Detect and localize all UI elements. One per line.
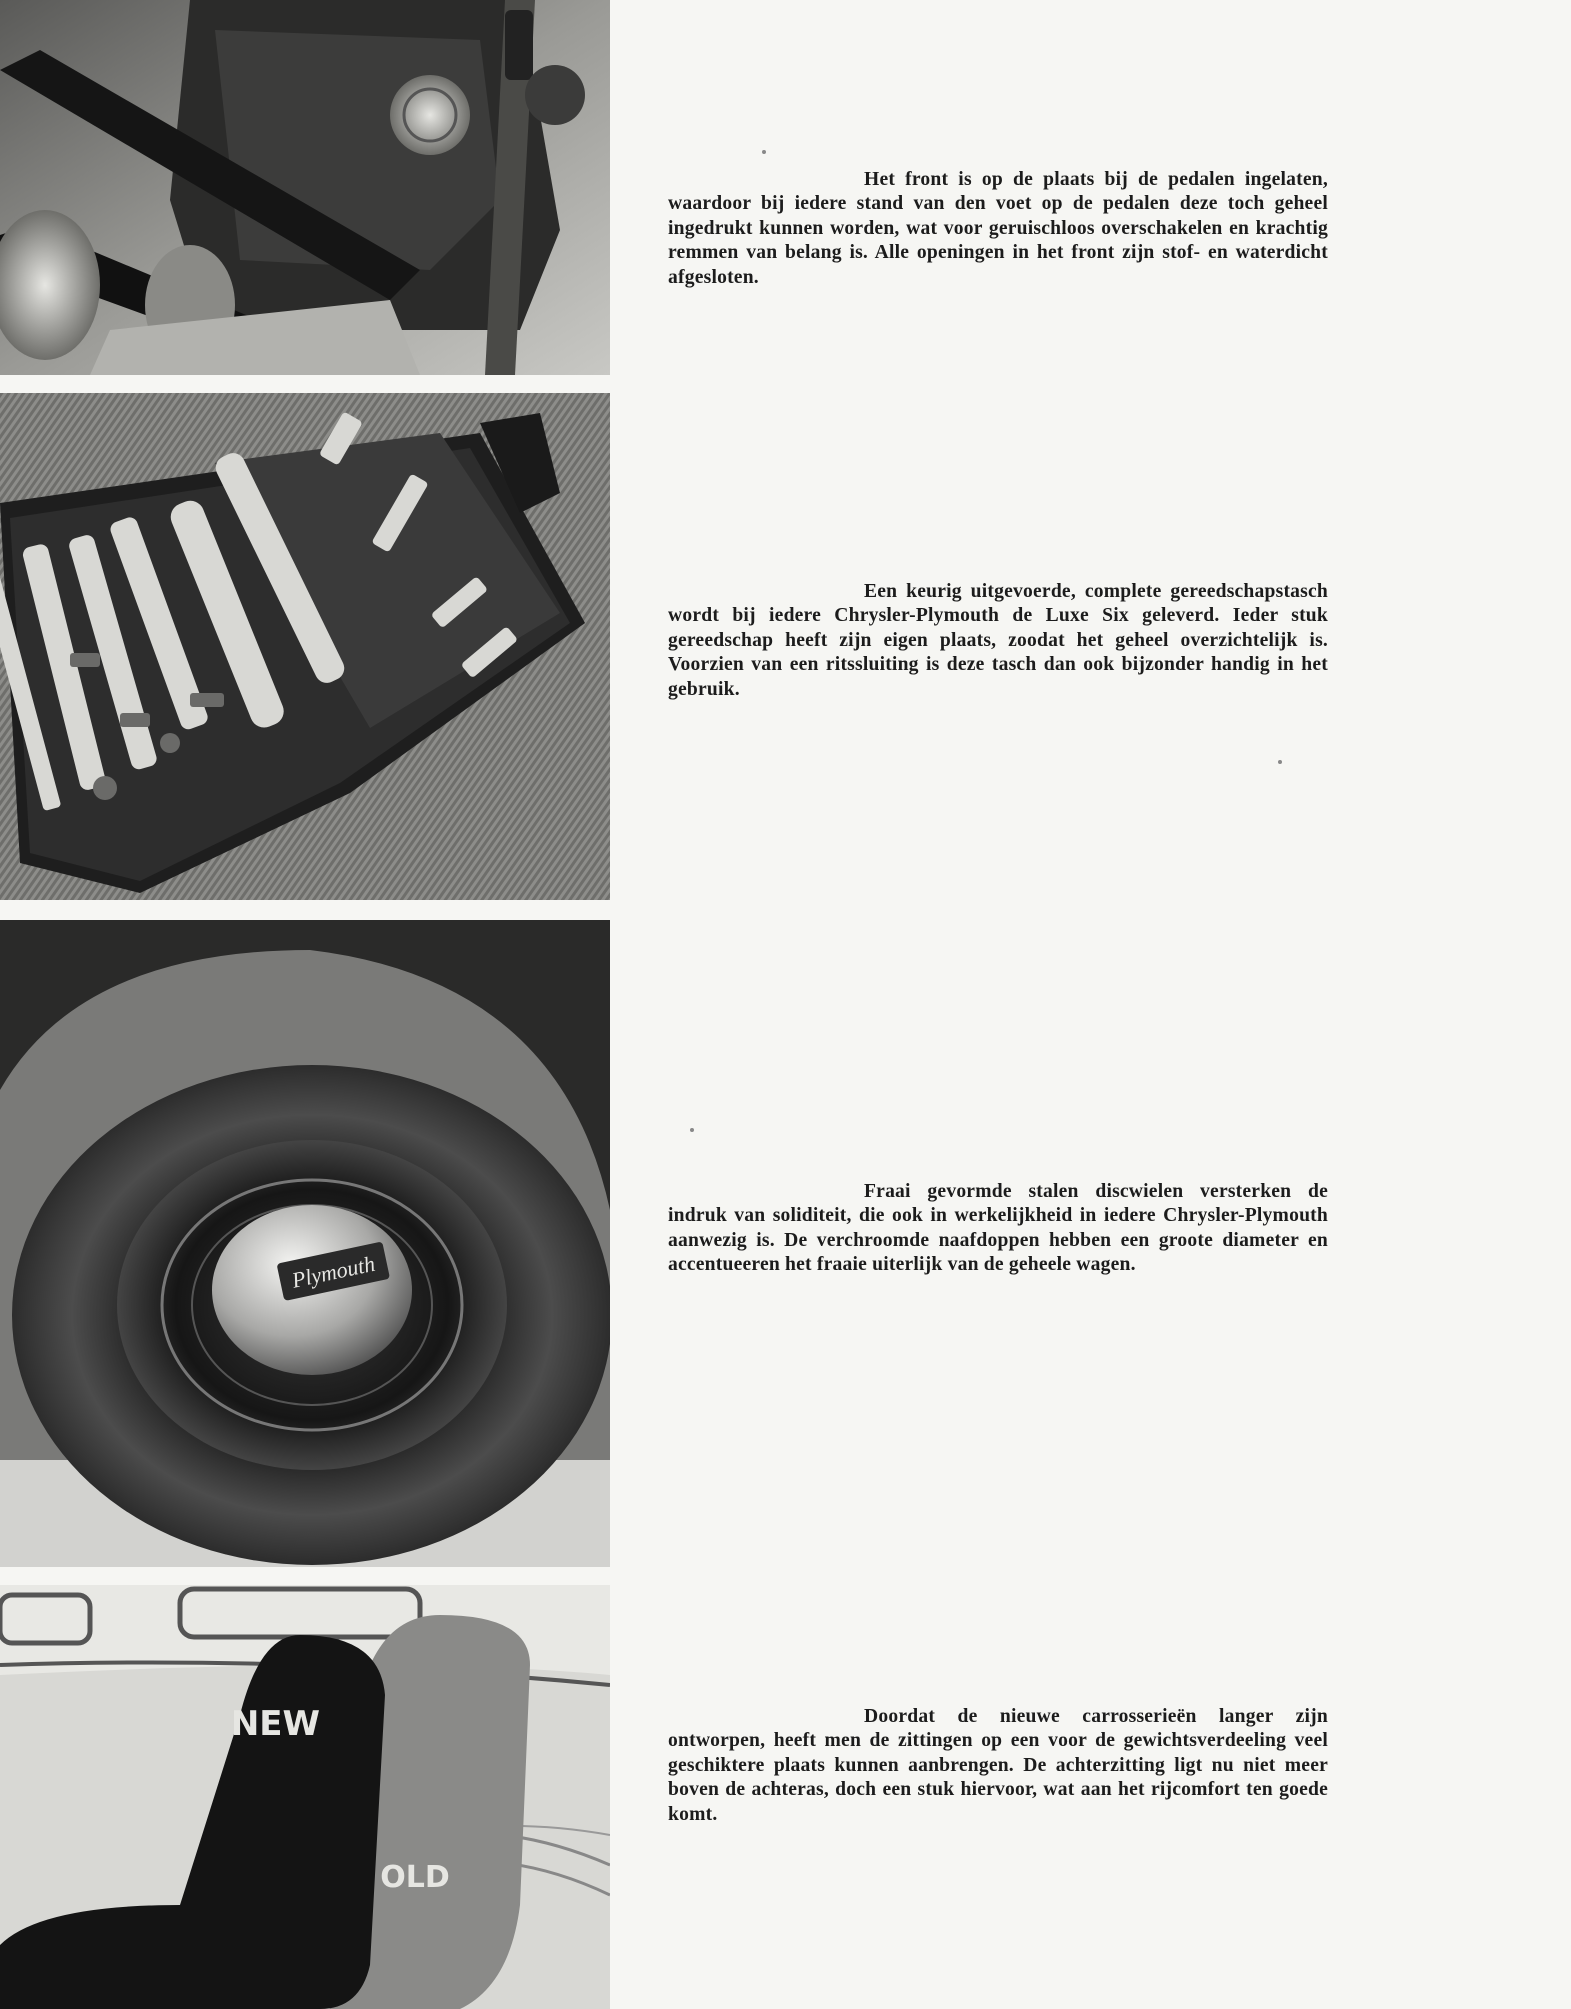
pedal-area-photo	[0, 0, 610, 375]
tool-kit-photo	[0, 393, 610, 900]
paragraph-text: Doordat de nieuwe carrosserieën langer zijn ontworpen, heeft men de zittingen op een voor de gewichtsverdeeling veel geschiktere plaats kunnen aanbrengen. De achterzitting ligt nu niet meer boven de achteras, doch een stuk hiervoor, wat aan het rijcomfort ten goede komt.	[668, 1706, 1328, 1825]
paper-speck	[1278, 760, 1282, 764]
paragraph-disc-wheels	[668, 1180, 1328, 1278]
hubcap-logo: Plymouth	[289, 1250, 378, 1293]
paper-speck	[762, 150, 766, 154]
paragraph-text: Het front is op de plaats bij de pedalen ingelaten, waardoor bij iedere stand van den voet op de pedalen deze toch geheel ingedrukt kunnen worden, wat voor geruischloos overschakelen en krachtig remmen van belang is. Alle openingen in het front zijn stof- en waterdicht afgesloten.	[668, 169, 1328, 288]
seat-comparison-illustration	[0, 1585, 610, 2009]
new-seat-label: NEW	[230, 1704, 320, 1744]
paragraph-text: Fraai gevormde stalen discwielen versterken de indruk van soliditeit, die ook in werkelijkheid in iedere Chrysler-Plymouth aanwezig is. De verchroomde naafdoppen hebben een groote diameter en accentueeren het fraaie uiterlijk van de geheele wagen.	[668, 1181, 1328, 1276]
paragraph-front-pedals	[668, 168, 1328, 290]
paragraph-text: Een keurig uitgevoerde, complete gereedschapstasch wordt bij iedere Chrysler-Plymouth de Luxe Six geleverd. Ieder stuk gereedschap heeft zijn eigen plaats, zoodat het geheel overzichtelijk is. Voorzien van een ritssluiting is deze tasch dan ook bijzonder handig in het gebruik.	[668, 581, 1328, 700]
paragraph-tool-kit	[668, 580, 1328, 702]
paragraph-seating	[668, 1705, 1328, 1827]
paper-speck	[690, 1128, 694, 1132]
wheel-photo	[0, 920, 610, 1567]
old-seat-label: OLD	[380, 1860, 450, 1895]
